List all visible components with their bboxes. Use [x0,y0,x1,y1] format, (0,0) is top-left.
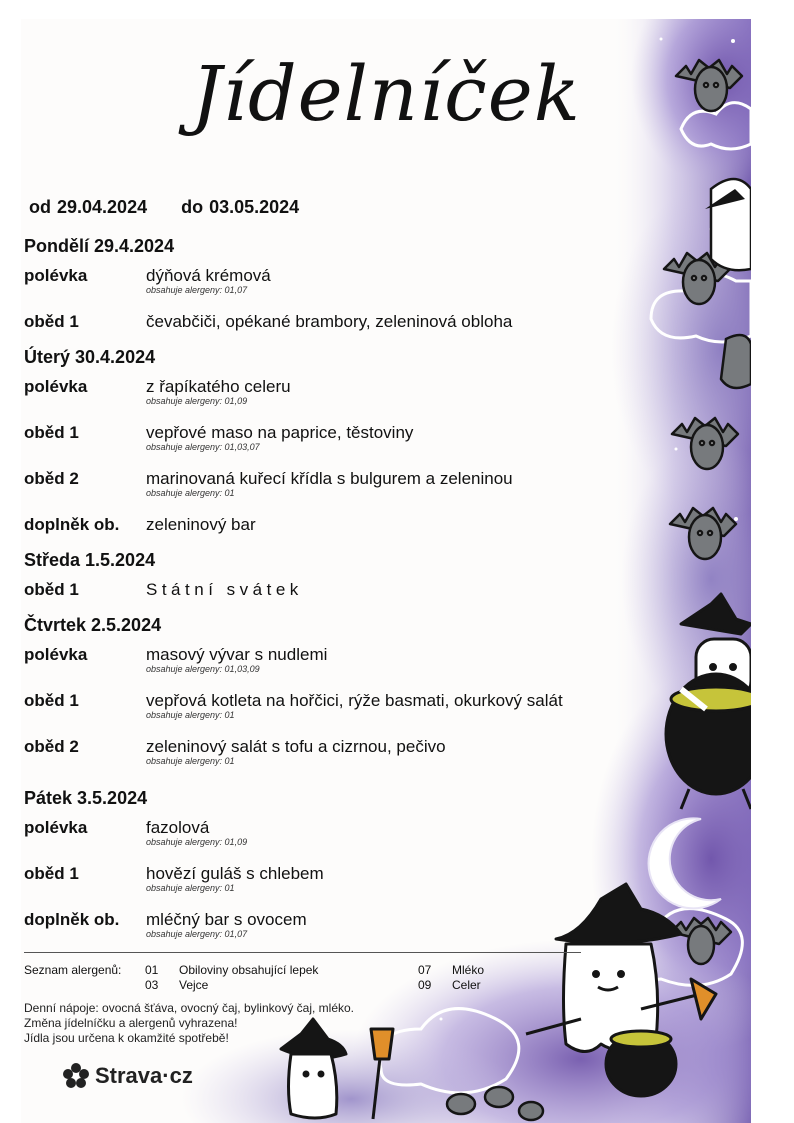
meal-category: oběd 2 [24,737,79,756]
meal-category: oběd 1 [24,423,79,442]
meal-dish: hovězí guláš s chlebem [146,864,324,883]
allergen-name: Obiloviny obsahující lepek [179,963,319,977]
meal-dish: čevabčiči, opékané brambory, zeleninová obloha [146,312,513,331]
divider [24,952,581,953]
menu-item [24,910,664,956]
meal-allergens: obsahuje alergeny: 01 [146,756,235,766]
meal-allergens: obsahuje alergeny: 01,07 [146,285,248,295]
menu-item [24,580,664,614]
meal-category: oběd 2 [24,469,79,488]
meal-dish: marinovaná kuřecí křídla s bulgurem a zeleninou [146,469,513,488]
day-block [24,549,664,614]
meal-allergens: obsahuje alergeny: 01,03,09 [146,664,260,674]
from-date: 29.04.2024 [57,197,148,217]
allergen-name: Vejce [179,978,209,992]
day-block [24,614,664,787]
meal-dish: dýňová krémová [146,266,271,285]
meal-category: oběd 1 [24,312,79,331]
menu-page [21,19,751,1123]
day-title: Čtvrtek 2.5.2024 [24,615,162,635]
menu-item [24,818,664,864]
allergen-code: 07 [418,963,432,977]
allergen-name: Mléko [452,963,485,977]
meal-dish: mléčný bar s ovocem [146,910,307,929]
meal-category: polévka [24,645,88,664]
menu-item [24,266,664,312]
day-title: Pondělí 29.4.2024 [24,236,175,256]
meal-dish: zeleninový salát s tofu a cizrnou, pečivo [146,737,446,756]
meal-allergens: obsahuje alergeny: 01 [146,710,235,720]
day-block [24,235,664,346]
allergen-code: 09 [418,978,432,992]
meal-allergens: obsahuje alergeny: 01 [146,488,235,498]
menu-item [24,645,664,691]
flower-logo-icon [63,1063,89,1089]
meal-category: oběd 1 [24,691,79,710]
menu-item [24,515,664,549]
meal-allergens: obsahuje alergeny: 01,03,07 [146,442,260,452]
allergen-name: Celer [452,978,481,992]
meal-allergens: obsahuje alergeny: 01,07 [146,929,248,939]
menu-item [24,469,664,515]
meal-category: polévka [24,818,88,837]
day-block [24,346,664,549]
menu-item [24,737,664,787]
menu-item [24,691,664,737]
meal-dish: z řapíkatého celeru [146,377,291,396]
menu-item [24,312,664,346]
note-line: Denní nápoje: ovocná šťáva, ovocný čaj, bylinkový čaj, mléko. [24,1001,355,1015]
meal-allergens: obsahuje alergeny: 01,09 [146,396,248,406]
date-range [29,197,305,218]
meal-allergens: obsahuje alergeny: 01,09 [146,837,248,847]
meal-dish: masový vývar s nudlemi [146,645,328,664]
menu-item [24,377,664,423]
meal-category: polévka [24,377,88,396]
day-title: Pátek 3.5.2024 [24,788,148,808]
meal-category: polévka [24,266,88,285]
day-block [24,787,664,956]
meal-category: oběd 1 [24,864,79,883]
to-date: 03.05.2024 [209,197,300,217]
day-title: Úterý 30.4.2024 [24,347,156,367]
meal-category: doplněk ob. [24,910,120,929]
note-line: Změna jídelníčku a alergenů vyhrazena! [24,1016,238,1030]
meal-category: doplněk ob. [24,515,120,534]
menu-item [24,864,664,910]
meal-dish: fazolová [146,818,210,837]
day-title: Středa 1.5.2024 [24,550,156,570]
meal-dish: vepřová kotleta na hořčici, rýže basmati, okurkový salát [146,691,563,710]
meal-dish: Státní svátek [146,580,303,599]
from-label: od [29,197,51,217]
page-title: Jídelníček [191,49,581,138]
allergen-code: 03 [145,978,159,992]
to-label: do [181,197,204,217]
menu-days [24,235,664,956]
strava-logo[interactable] [63,1063,193,1089]
menu-item [24,423,664,469]
meal-allergens: obsahuje alergeny: 01 [146,883,235,893]
notes [24,1001,354,1046]
legend-label: Seznam alergenů: [24,963,122,977]
logo-text: Strava·cz [95,1063,193,1088]
meal-dish: zeleninový bar [146,515,256,534]
note-line: Jídla jsou určena k okamžité spotřebě! [24,1031,229,1045]
allergen-code: 01 [145,963,159,977]
meal-dish: vepřové maso na paprice, těstoviny [146,423,414,442]
meal-category: oběd 1 [24,580,79,599]
